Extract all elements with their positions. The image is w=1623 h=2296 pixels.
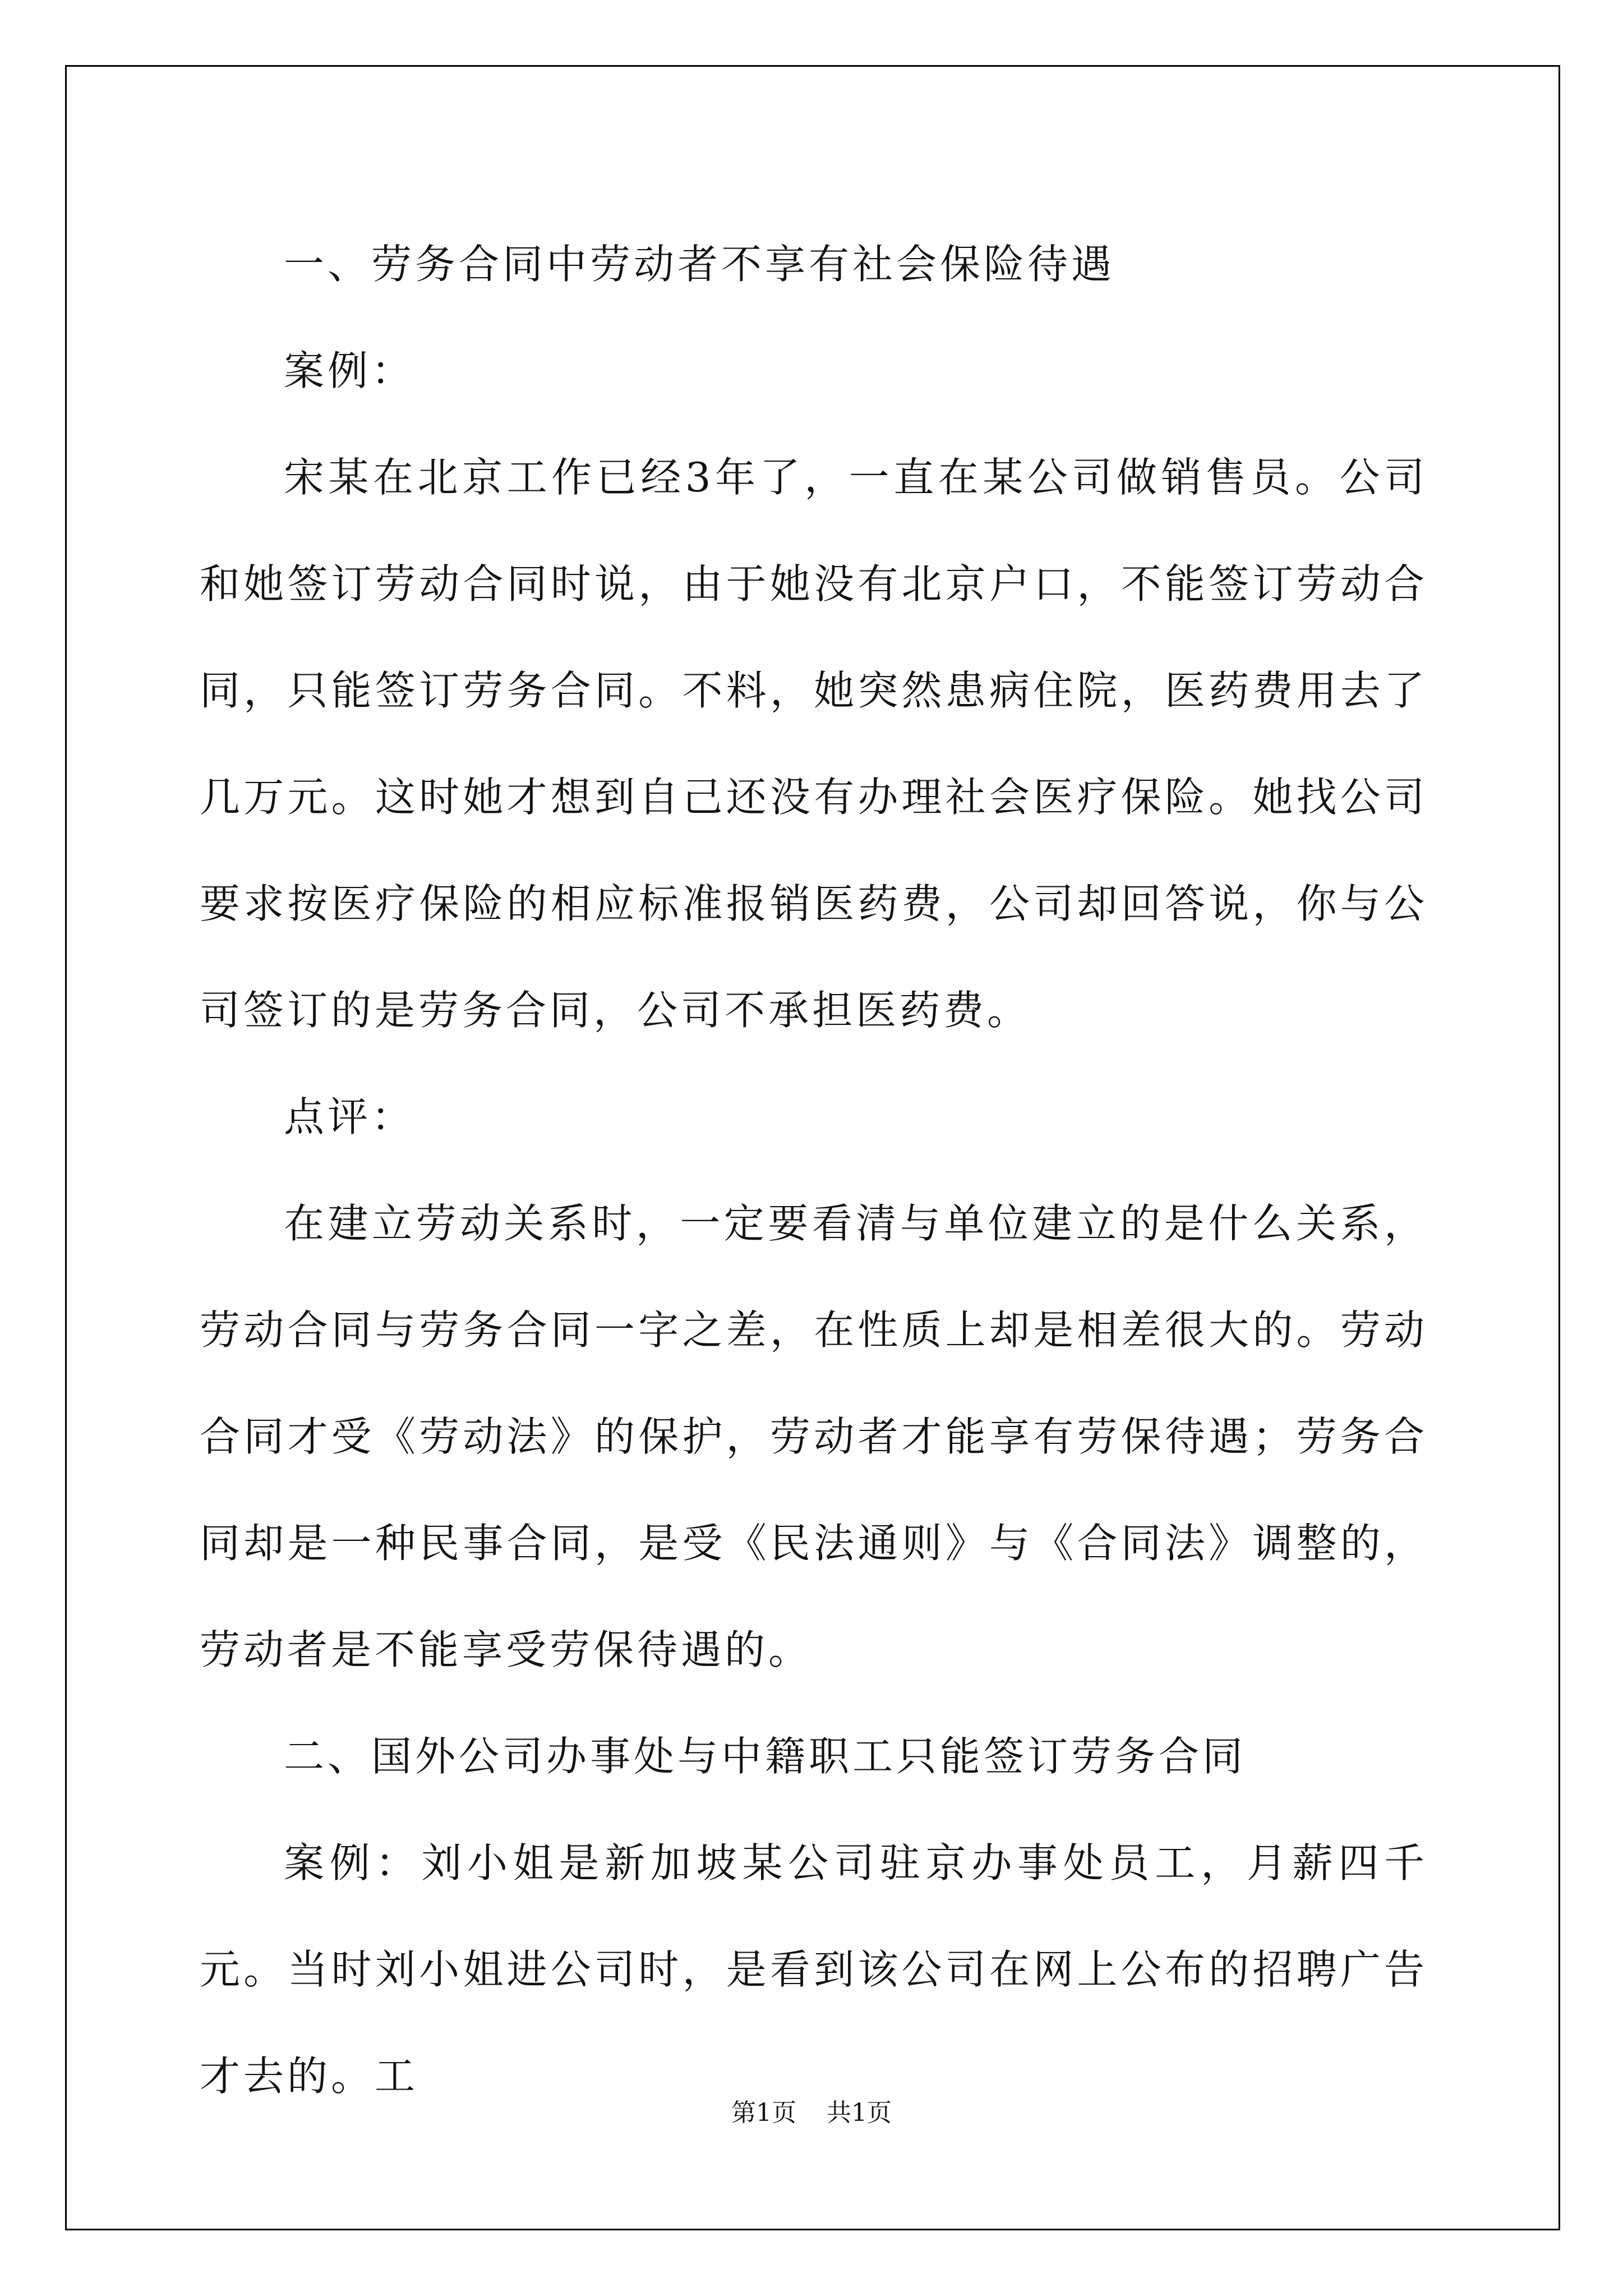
page-total: 共1页 bbox=[827, 2099, 892, 2127]
page-number: 第1页 bbox=[731, 2099, 796, 2127]
case-label-1: 案例： bbox=[284, 347, 416, 394]
section-heading-2: 二、国外公司办事处与中籍职工只能签订劳务合同 bbox=[284, 1733, 1247, 1780]
comment-label: 点评： bbox=[284, 1093, 416, 1140]
page-footer bbox=[0, 2092, 1623, 2128]
comment-paragraph: 在建立劳动关系时，一定要看清与单位建立的是什么关系，劳动合同与劳务合同一字之差，在性质上却是相差很大的。劳动合同才受《劳动法》的保护，劳动者才能享有劳保待遇；劳务合同却是一种民事合同，是受《民法通则》与《合同法》调整的，劳动者是不能享受劳保待遇的。 bbox=[200, 1200, 1428, 1673]
case-paragraph-2: 案例：刘小姐是新加坡某公司驻京办事处员工，月薪四千元。当时刘小姐进公司时，是看到该公司在网上公布的招聘广告才去的。工 bbox=[200, 1839, 1428, 2100]
section-heading-1: 一、劳务合同中劳动者不享有社会保险待遇 bbox=[284, 241, 1115, 288]
document-body bbox=[200, 211, 1428, 2129]
case-paragraph-1: 宋某在北京工作已经3年了，一直在某公司做销售员。公司和她签订劳动合同时说，由于她没有北京户口，不能签订劳动合同，只能签订劳务合同。不料，她突然患病住院，医药费用去了几万元。这时她才想到自己还没有办理社会医疗保险。她找公司要求按医疗保险的相应标准报销医药费，公司却回答说，你与公司签订的是劳务合同，公司不承担医药费。 bbox=[200, 454, 1428, 1034]
